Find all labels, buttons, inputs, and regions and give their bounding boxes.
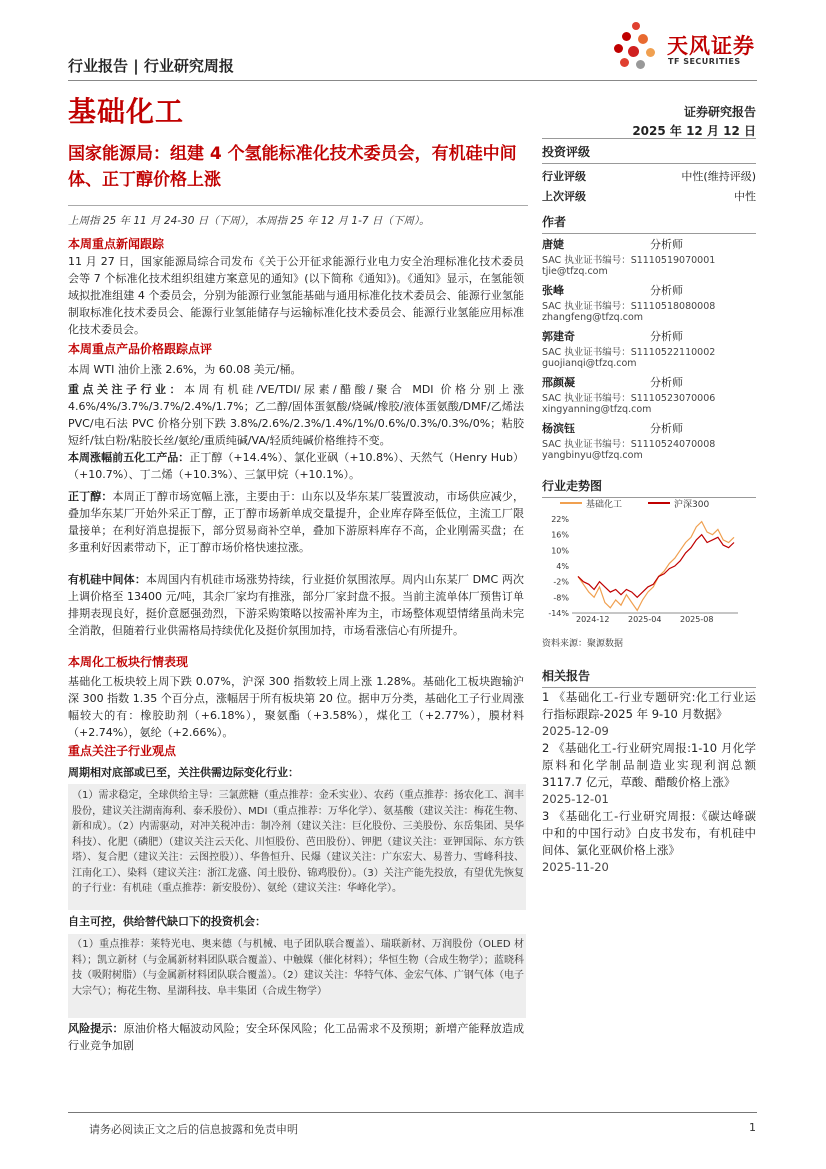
silicone-paragraph [68,571,524,639]
industry-rating-value: 中性(维持评级) [681,170,756,183]
price-heading: 本周重点产品价格跟踪点评 [68,342,213,356]
author-cert: SAC 执业证书编号：S1110523070006 [542,393,716,404]
author-cert: SAC 执业证书编号：S1110518080008 [542,301,716,312]
author-role: 分析师 [650,376,683,389]
y-tick-label: 10% [551,546,569,556]
author-name: 唐婕 [542,238,564,251]
related-report-date: 2025-11-20 [542,860,609,874]
view-heading: 重点关注子行业观点 [68,744,177,758]
view2-heading: 自主可控，供给替代缺口下的投资机会： [68,915,266,928]
rating-block [542,138,756,204]
related-block [542,667,756,688]
industry-rating-label: 行业评级 [542,170,586,183]
butanol-paragraph [68,488,524,556]
page-number: 1 [749,1121,756,1134]
title-divider [68,205,528,206]
chart-heading: 行业走势图 [542,479,603,493]
related-report-title[interactable]: 1 《基础化工-行业专题研究:化工行业运行指标跟踪-2025 年 9-10 月数据》 [542,690,756,721]
chart-source: 资料来源：聚源数据 [542,639,624,649]
report-kind: 证券研究报告 [683,105,756,119]
rating-rule-top [542,138,756,139]
risk-label: 风险提示： [68,1022,124,1035]
top5-paragraph [68,449,524,483]
authors-heading: 作者 [542,215,567,229]
trend-chart [542,495,756,625]
author-email[interactable]: zhangfeng@tfzq.com [542,312,644,323]
y-tick-label: 22% [551,515,569,524]
focus-paragraph [68,381,524,449]
period-note: 上周指 25 年 11 月 24-30 日（下周），本周指 25 年 12 月 1-7 日（下周）。 [68,215,430,227]
author-entry [542,420,756,466]
author-role: 分析师 [650,330,683,343]
x-tick-label: 2024-12 [576,615,610,624]
author-entry [542,328,756,374]
view1-text: （1）需求稳定，全球供给主导：三氯蔗糖（重点推荐：金禾实业）、农药（重点推荐：扬农化工、润丰股份，建议关注湖南海利、泰禾股份）、MDI（重点推荐：万华化学）、氨基酸（建议关注：梅花生物、新和成）。（2）内需驱动，对冲关税冲击：制冷剂（建议关注：巨化股份、三美股份、东岳集团、昊华科技）、化肥（磷肥）（建议关注云天化、川恒股份、芭田股份）、钾肥（建议关注：亚钾国际、东方铁塔）、复合肥（建议关注：云图控股））、华鲁恒升、民爆（建议关注：广东宏大、易普力、雪峰科技、江南化工）、染料（建议关注：浙江龙盛、闰土股份、锦鸡股份）。（3）关注产能先投放，有望优先恢复的子行业：有机硅（重点推荐：新安股份）、氨纶（建议关注：华峰化学）。 [72,790,524,894]
authors-rule [542,233,756,234]
y-tick-label: 4% [556,562,569,571]
news-paragraph: 11 月 27 日，国家能源局综合司发布《关于公开征求能源行业电力安全治理标准化技术委员会等 7 个标准化技术组织组建方案意见的通知》(以下简称《通知》)。《通知》显示，在氢能领域拟批准组建 4 个委员会，分别为能源行业氢能基础与通用标准化技术委员会、能源行业氢能制取标准化技术委员会、能源行业氢能储存与运输标准化技术委员会、能源行业氢能应用标准化技术委员会。 [68,255,524,336]
legend-label: 基础化工 [586,500,623,510]
related-list [542,689,756,876]
related-report-date: 2025-12-09 [542,724,609,738]
focus-label: 重点关注子行业： [68,383,184,396]
author-entry [542,374,756,420]
series-line [578,522,734,611]
author-entry [542,236,756,282]
logo-cn: 天风证券 [667,34,755,58]
report-date: 2025 年 12 月 12 日 [632,124,756,138]
author-role: 分析师 [650,238,683,251]
wti-paragraph: 本周 WTI 油价上涨 2.6%，为 60.08 美元/桶。 [68,363,302,376]
footer-disclaimer[interactable]: 请务必阅读正文之后的信息披露和免责申明 [89,1123,298,1136]
author-cert: SAC 执业证书编号：S1110522110002 [542,347,716,358]
doc-type: 行业报告 | 行业研究周报 [68,57,234,75]
authors-block [542,213,756,234]
rating-heading: 投资评级 [542,145,591,159]
top5-label: 本周涨幅前五化工产品： [68,451,190,464]
prev-rating-label: 上次评级 [542,190,586,203]
silicone-label: 有机硅中间体： [68,573,146,586]
author-entry [542,282,756,328]
related-rule [542,687,756,688]
y-tick-label: -14% [548,609,569,618]
author-email[interactable]: tjie@tfzq.com [542,266,608,277]
industry-rating-row [542,168,756,184]
footer-divider [68,1112,757,1113]
author-email[interactable]: xingyanning@tfzq.com [542,404,652,415]
related-report-date: 2025-12-01 [542,792,609,806]
author-name: 张峰 [542,284,564,297]
risk-text: 原油价格大幅波动风险；安全环保风险；化工品需求不及预期；新增产能释放造成行业竞争加剧 [68,1022,524,1052]
butanol-text: 本周正丁醇市场宽幅上涨，主要由于：山东以及华东某厂装置波动，市场供应减少，叠加华东某厂开始外采正丁醇，正丁醇市场新单成交量提升，企业库存降至低位，主流工厂限量接单；在利好消息提振下，部分贸易商补空单，叠加下游原料库存不高，企业刚需买盘；在多重利好因素带动下，正丁醇市场价格快速拉涨。 [68,490,524,554]
author-name: 杨滨钰 [542,422,575,435]
board-heading: 本周化工板块行情表现 [68,655,189,669]
author-cert: SAC 执业证书编号：S1110519070001 [542,255,716,266]
related-report-title[interactable]: 3 《基础化工-行业研究周报:《碳达峰碳中和的中国行动》白皮书发布，有机硅中间体、氯化亚砜价格上涨》 [542,809,756,857]
author-email[interactable]: guojianqi@tfzq.com [542,358,637,369]
series-line [578,535,734,598]
sector-name: 基础化工 [68,95,185,128]
author-role: 分析师 [650,422,683,435]
y-tick-label: -8% [553,593,569,603]
y-tick-label: -2% [553,577,569,587]
related-report-title[interactable]: 2 《基础化工-行业研究周报:1-10 月化学原料和化学制品制造业实现利润总额 3117.7 亿元，草酸、醋酸价格上涨》 [542,741,756,789]
tf-logo-icon [612,22,662,70]
board-paragraph: 基础化工板块较上周下跌 0.07%，沪深 300 指数较上周上涨 1.28%。基础化工板块跑输沪深 300 指数 1.35 个百分点，涨幅居于所有板块第 20 位。据申万分类，基础化工子行业周涨幅较大的有：橡胶助剂（+6.18%），聚氨酯（+3.58%），煤化工（+2.77%），膜材料（+2.74%），氨纶（+2.66%）。 [68,675,524,739]
report-title: 国家能源局：组建 4 个氢能标准化技术委员会，有机硅中间体、正丁醇价格上涨 [68,144,517,190]
author-name: 邢颜凝 [542,376,575,389]
view1-heading: 周期相对底部或已至，关注供需边际变化行业： [68,766,299,779]
prev-rating-value: 中性 [734,190,756,203]
view2-text: （1）重点推荐：莱特光电、奥来德（与机械、电子团队联合覆盖）、瑞联新材、万润股份（OLED 材料）；凯立新材（与金属新材料团队联合覆盖）、中触媒（催化材料）；华恒生物（合成生物学）；蓝晓科技（吸附树脂）（与金属新材料团队联合覆盖）。（2）建议关注：华特气体、金宏气体、广钢气体（电子大宗气）；梅花生物、星湖科技、阜丰集团（合成生物学） [72,939,524,997]
x-tick-label: 2025-04 [628,615,662,624]
news-heading: 本周重点新闻跟踪 [68,237,165,251]
logo-en: TF SECURITIES [668,57,741,66]
authors-list [542,236,756,466]
butanol-label: 正丁醇： [68,490,113,503]
legend-label: 沪深300 [674,500,710,510]
y-tick-label: 16% [551,530,569,540]
rating-rule [542,163,756,164]
author-name: 郭建奇 [542,330,575,343]
header-divider [68,80,757,81]
prev-rating-row [542,188,756,204]
related-heading: 相关报告 [542,669,591,683]
top5-text: 正丁醇（+14.4%）、氯化亚砜（+10.8%）、天然气（Henry Hub）（+10.7%）、丁二烯（+10.3%）、三氯甲烷（+10.1%）。 [68,451,524,481]
risk-paragraph [68,1020,524,1054]
author-role: 分析师 [650,284,683,297]
silicone-text: 本周国内有机硅市场涨势持续，行业挺价氛围浓厚。周内山东某厂 DMC 两次上调价格至 13400 元/吨，其余厂家均有推涨，部分厂家封盘不报。当前主流单体厂预售订单排期表现良好，挺价意愿强劲烈，下游采购策略以按需补库为主，市场整体观望情绪虽尚未完全消散，但随着行业供需格局持续优化及挺价氛围加持，市场看涨信心有所提升。 [68,573,524,637]
author-email[interactable]: yangbinyu@tfzq.com [542,450,643,461]
focus-text: 本周有机硅/VE/TDI/尿素/醋酸/聚合 MDI 价格分别上涨 4.6%/4%/3.7%/3.7%/2.4%/1.7%；乙二醇/固体蛋氨酸/烧碱/橡胶/液体蛋氨酸/DMF/乙烯法 PVC/电石法 PVC 价格分别下跌 3.8%/2.6%/2.3%/1.4%/1%/0.6%/0.3%/0.3%/0%；粘胶短纤/钛白粉/粘胶长丝/氨纶/重质纯碱/VA/轻质纯碱价格维持不变。 [68,383,525,447]
author-cert: SAC 执业证书编号：S1110524070008 [542,439,716,450]
x-tick-label: 2025-08 [680,615,714,624]
